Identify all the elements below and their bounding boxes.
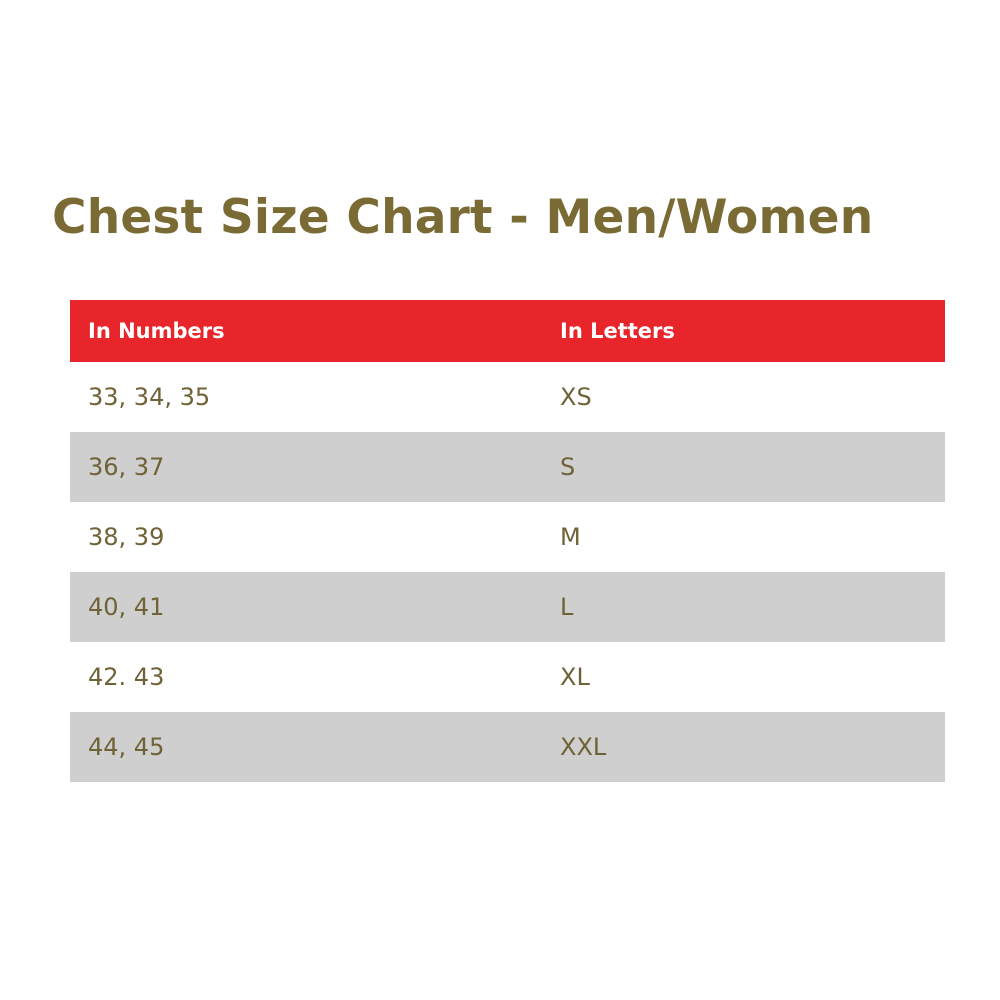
cell-letters: L — [542, 572, 945, 642]
cell-numbers: 40, 41 — [70, 572, 542, 642]
cell-numbers: 36, 37 — [70, 432, 542, 502]
table-row — [70, 502, 945, 572]
column-header-in-letters: In Letters — [542, 300, 945, 362]
table-row — [70, 432, 945, 502]
table-body — [70, 362, 945, 782]
table-row — [70, 362, 945, 432]
cell-letters: XL — [542, 642, 945, 712]
cell-letters: XXL — [542, 712, 945, 782]
table-header-row — [70, 300, 945, 362]
chest-size-table — [70, 300, 945, 782]
cell-letters: M — [542, 502, 945, 572]
cell-numbers: 38, 39 — [70, 502, 542, 572]
table-row — [70, 642, 945, 712]
page-title: Chest Size Chart - Men/Women — [52, 190, 874, 245]
table-row — [70, 572, 945, 642]
table-header — [70, 300, 945, 362]
cell-numbers: 33, 34, 35 — [70, 362, 542, 432]
cell-numbers: 42. 43 — [70, 642, 542, 712]
cell-letters: XS — [542, 362, 945, 432]
column-header-in-numbers: In Numbers — [70, 300, 542, 362]
cell-letters: S — [542, 432, 945, 502]
table-row — [70, 712, 945, 782]
cell-numbers: 44, 45 — [70, 712, 542, 782]
